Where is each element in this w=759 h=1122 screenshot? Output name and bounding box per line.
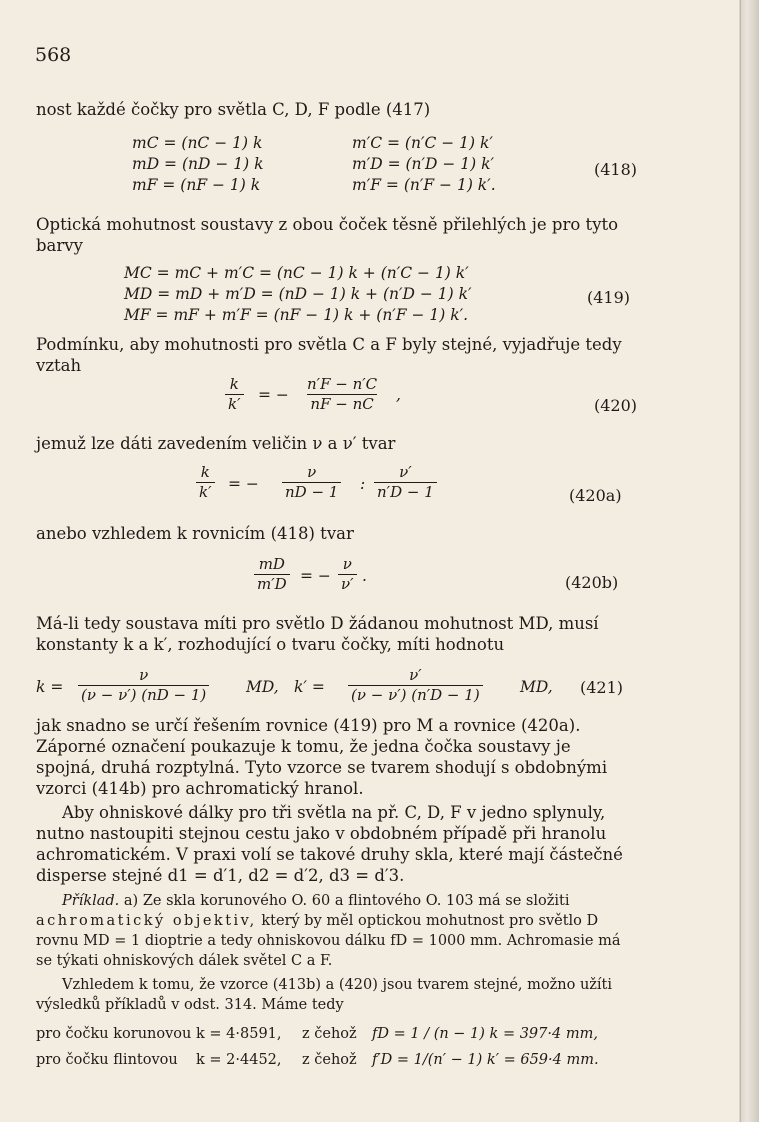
equation-operator: = − <box>228 475 259 493</box>
equation-operator: : <box>360 475 366 493</box>
equation-number: (420) <box>594 396 638 415</box>
equation-number: (420a) <box>569 486 622 505</box>
equation-operator: = − <box>300 567 331 585</box>
equation-number: (418) <box>594 160 638 179</box>
fraction: $\frac{\nu}{(\nu - \nu') (nD - 1)}$ <box>78 666 209 705</box>
equation-number: (420b) <box>565 573 619 592</box>
equation-operator: k = <box>36 678 64 696</box>
fraction: $\frac{\nu'}{(\nu - \nu') (n'D - 1)}$ <box>348 666 483 705</box>
equation-419-d: MD = mD + m′D = (nD − 1) k + (n′D − 1) k′ <box>124 285 472 303</box>
example-label: Příklad. <box>62 893 120 909</box>
equation-operator: k′ = <box>294 678 325 696</box>
equation-418-left-d: mD = (nD − 1) k <box>132 155 264 173</box>
paragraph: Má-li tedy soustava míti pro světlo D žádanou mohutnost MD, musí konstanty k a k′, rozhodující o tvaru čočky, míti hodnotu <box>36 614 599 654</box>
equation-number: (419) <box>587 288 631 307</box>
example-text: a) Ze skla korunového O. 60 a flintového O. 103 má se složiti <box>123 893 570 909</box>
fraction: $\frac{k}{k'}$ <box>225 375 244 414</box>
text-line: nost každé čočky pro světla C, D, F podle (417) <box>36 100 431 119</box>
fraction: $\frac{\nu'}{n'D - 1}$ <box>374 463 437 502</box>
example-emphasis: achromatický objektiv, <box>36 913 257 929</box>
paragraph: Vzhledem k tomu, že vzorce (413b) a (420) jsou tvarem stejné, možno užíti výsledků příkladů v odst. 314. Máme tedy <box>36 977 613 1013</box>
equation-419-c: MC = mC + m′C = (nC − 1) k + (n′C − 1) k′ <box>124 264 469 282</box>
fraction: $\frac{k}{k'}$ <box>196 463 215 502</box>
page-edge-line <box>740 0 741 1122</box>
fraction: $\frac{\nu}{\nu'}$ <box>338 555 357 594</box>
result-connector: z čehož <box>302 1052 357 1068</box>
paragraph: Aby ohniskové dálky pro tři světla na př. C, D, F v jedno splynuly, nutno nastoupiti stejnou cestu jako v obdobném případě při hranolu achromatickém. V praxi volí se takové druhy skla, které mají částečné disperse stejné d1 = d′1, d2 = d′2, d3 = d′3. <box>36 803 623 885</box>
equation-419-f: MF = mF + m′F = (nF − 1) k + (n′F − 1) k′. <box>124 306 469 324</box>
page-number: 568 <box>35 44 72 66</box>
equation-418-left-f: mF = (nF − 1) k <box>132 176 261 194</box>
equation-term: MD, <box>246 678 279 696</box>
paragraph: Optická mohutnost soustavy z obou čoček těsně přilehlých je pro tyto barvy <box>36 215 619 255</box>
equation-418-right-d: m′D = (n′D − 1) k′ <box>352 155 495 173</box>
result-value: f′D = 1/(n′ − 1) k′ = 659·4 mm. <box>372 1052 599 1068</box>
result-equation: k = 4·8591, <box>196 1026 282 1042</box>
equation-punctuation: . <box>362 567 367 585</box>
equation-punctuation: , <box>396 386 401 404</box>
example-paragraph <box>36 891 630 971</box>
equation-418-right-f: m′F = (n′F − 1) k′. <box>352 176 496 194</box>
result-connector: z čehož <box>302 1026 357 1042</box>
fraction: $\frac{mD}{m'D}$ <box>254 555 290 594</box>
equation-operator: = − <box>258 386 289 404</box>
result-value: fD = 1 / (n − 1) k = 397·4 mm, <box>372 1026 598 1042</box>
text-line: anebo vzhledem k rovnicím (418) tvar <box>36 524 354 543</box>
equation-number: (421) <box>580 678 624 697</box>
example-text: který by měl optickou mohutnost pro světlo D rovnu MD = 1 dioptrie a tedy ohniskovou dálku fD = 1000 mm. Achromasie má se týkati ohniskových dálek světel C a F. <box>36 913 621 969</box>
equation-term: MD, <box>520 678 553 696</box>
fraction: $\frac{n'F - n'C}{nF - nC}$ <box>307 375 378 413</box>
result-label: pro čočku korunovou <box>36 1026 192 1042</box>
page-edge-shadow <box>739 0 759 1122</box>
equation-418-left-c: mC = (nC − 1) k <box>132 134 263 152</box>
paragraph: Podmínku, aby mohutnosti pro světla C a F byly stejné, vyjadřuje tedy vztah <box>36 335 622 375</box>
paragraph: jak snadno se určí řešením rovnice (419) pro M a rovnice (420a). Záporné označení poukazuje k tomu, že jedna čočka soustavy je spojná, druhá rozptylná. Tyto vzorce se tvarem shodují s obdobnými vzorci (414b) pro achromatický hranol. <box>36 716 608 798</box>
result-equation: k = 2·4452, <box>196 1052 282 1068</box>
result-label: pro čočku flintovou <box>36 1052 178 1068</box>
text-line: jemuž lze dáti zavedením veličin ν a ν′ tvar <box>36 434 396 453</box>
equation-418-right-c: m′C = (n′C − 1) k′ <box>352 134 493 152</box>
fraction: $\frac{\nu}{nD - 1}$ <box>282 463 341 502</box>
